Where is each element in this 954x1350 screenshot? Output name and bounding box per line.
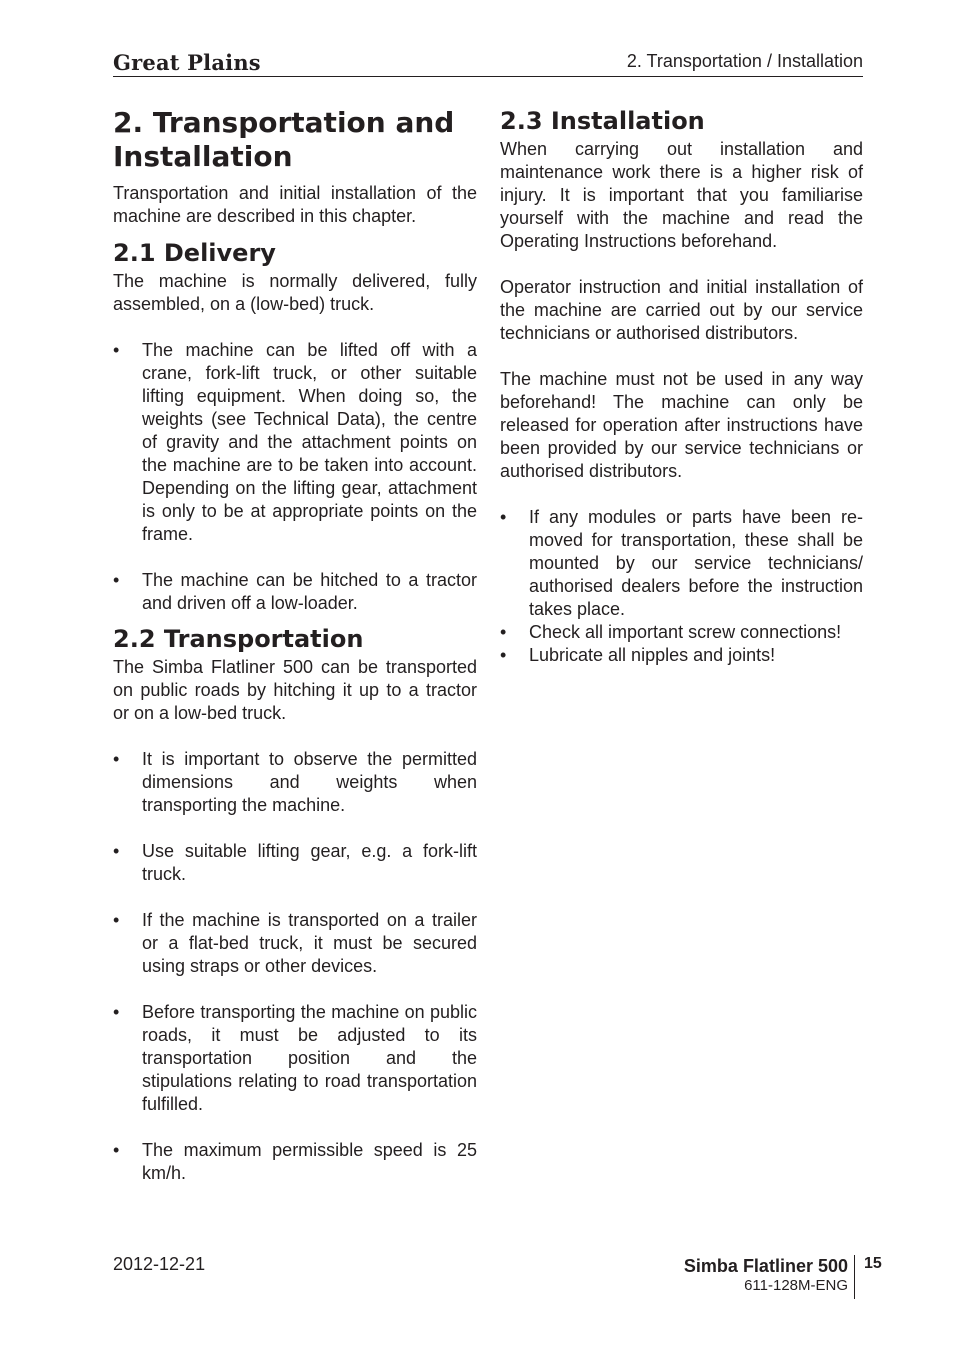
bullet-icon: • [113,1140,120,1160]
bullet-icon: • [500,645,507,665]
list-item [500,506,863,621]
list-item-text: The machine can be hitched to a tractor and driven off a low-loader. [142,570,477,613]
delivery-heading: 2.1 Delivery [113,239,276,267]
bullet-icon: • [113,910,120,930]
right-column [500,100,863,690]
delivery-text: The machine is normally delivered, fully assembled, on a (low-bed) truck. [113,271,477,314]
footer-date: 2012-12-21 [113,1254,206,1274]
page-number: 15 [864,1255,882,1272]
list-item [113,748,477,817]
installation-paragraph: The machine must not be used in any way beforehand! The machine can only be released for operation after instructions have been provided by our service technicians or authorised distributors. [500,369,863,481]
bullet-icon: • [500,622,507,642]
list-item-text: Lubricate all nipples and joints! [529,645,776,665]
list-item-text: If the machine is transported on a trailer or a flat-bed truck, it must be secured using straps or other devices. [142,910,477,976]
product-name: Simba Flatliner 500 [683,1256,848,1276]
installation-list [500,506,863,667]
bullet-icon: • [113,340,120,360]
list-item [113,909,477,978]
delivery-list [113,339,477,615]
transportation-text: The Simba Flatliner 500 can be transported on public roads by hitching it up to a tractor or on a low-bed truck. [113,657,477,723]
bullet-icon: • [113,570,120,590]
transportation-heading: 2.2 Transportation [113,625,364,653]
list-item [113,840,477,886]
list-item-text: The machine can be lifted off with a crane, fork-lift truck, or other suitable lifting equipment. When doing so, the weights (see Technical Data), the centre of gravity and the attachment points on the machine are to be taken into account. Depending on the lifting gear, attachment is only to be at appropriate points on the frame. [142,340,477,544]
list-item [113,569,477,615]
footer-product-block [684,1255,855,1299]
bullet-icon: • [113,1002,120,1022]
page-header [113,48,863,77]
list-item [113,339,477,546]
chapter-title: 2. Transportation / Installation [626,51,863,71]
installation-paragraph: Operator instruction and initial installation of the machine are carried out by our service technicians or authorised distributors. [500,277,863,343]
intro-text: Transportation and initial installation of the machine are described in this chapter. [113,183,477,226]
list-item-text: If any modules or parts have been re-moved for transportation, these shall be mounted by our service technicians/ authorised dealers before the instruction takes place. [529,507,863,619]
brand-logo: Great Plains [113,50,261,75]
list-item-text: The maximum permissible speed is 25 km/h. [142,1140,477,1183]
page-title: 2. Transportation and Installation [113,106,455,173]
document-number: 611-128M-ENG [744,1277,848,1294]
transportation-list [113,748,477,1185]
bullet-icon: • [113,749,120,769]
list-item [500,644,863,667]
list-item [113,1139,477,1185]
bullet-icon: • [500,507,507,527]
list-item-text: Use suitable lifting gear, e.g. a fork-lift truck. [142,841,477,884]
bullet-icon: • [113,841,120,861]
list-item [500,621,863,644]
list-item-text: Before transporting the machine on public roads, it must be adjusted to its transportation position and the stipulations relating to road transportation fulfilled. [142,1002,477,1114]
list-item [113,1001,477,1116]
installation-paragraph: When carrying out installation and maintenance work there is a higher risk of injury. It is important that you familiarise yourself with the machine and read the Operating Instructions beforehand. [500,139,863,251]
list-item-text: Check all important screw connections! [529,622,842,642]
installation-heading: 2.3 Installation [500,107,705,135]
left-column [113,100,477,1208]
list-item-text: It is important to observe the permitted dimensions and weights when transporting the machine. [142,749,477,815]
